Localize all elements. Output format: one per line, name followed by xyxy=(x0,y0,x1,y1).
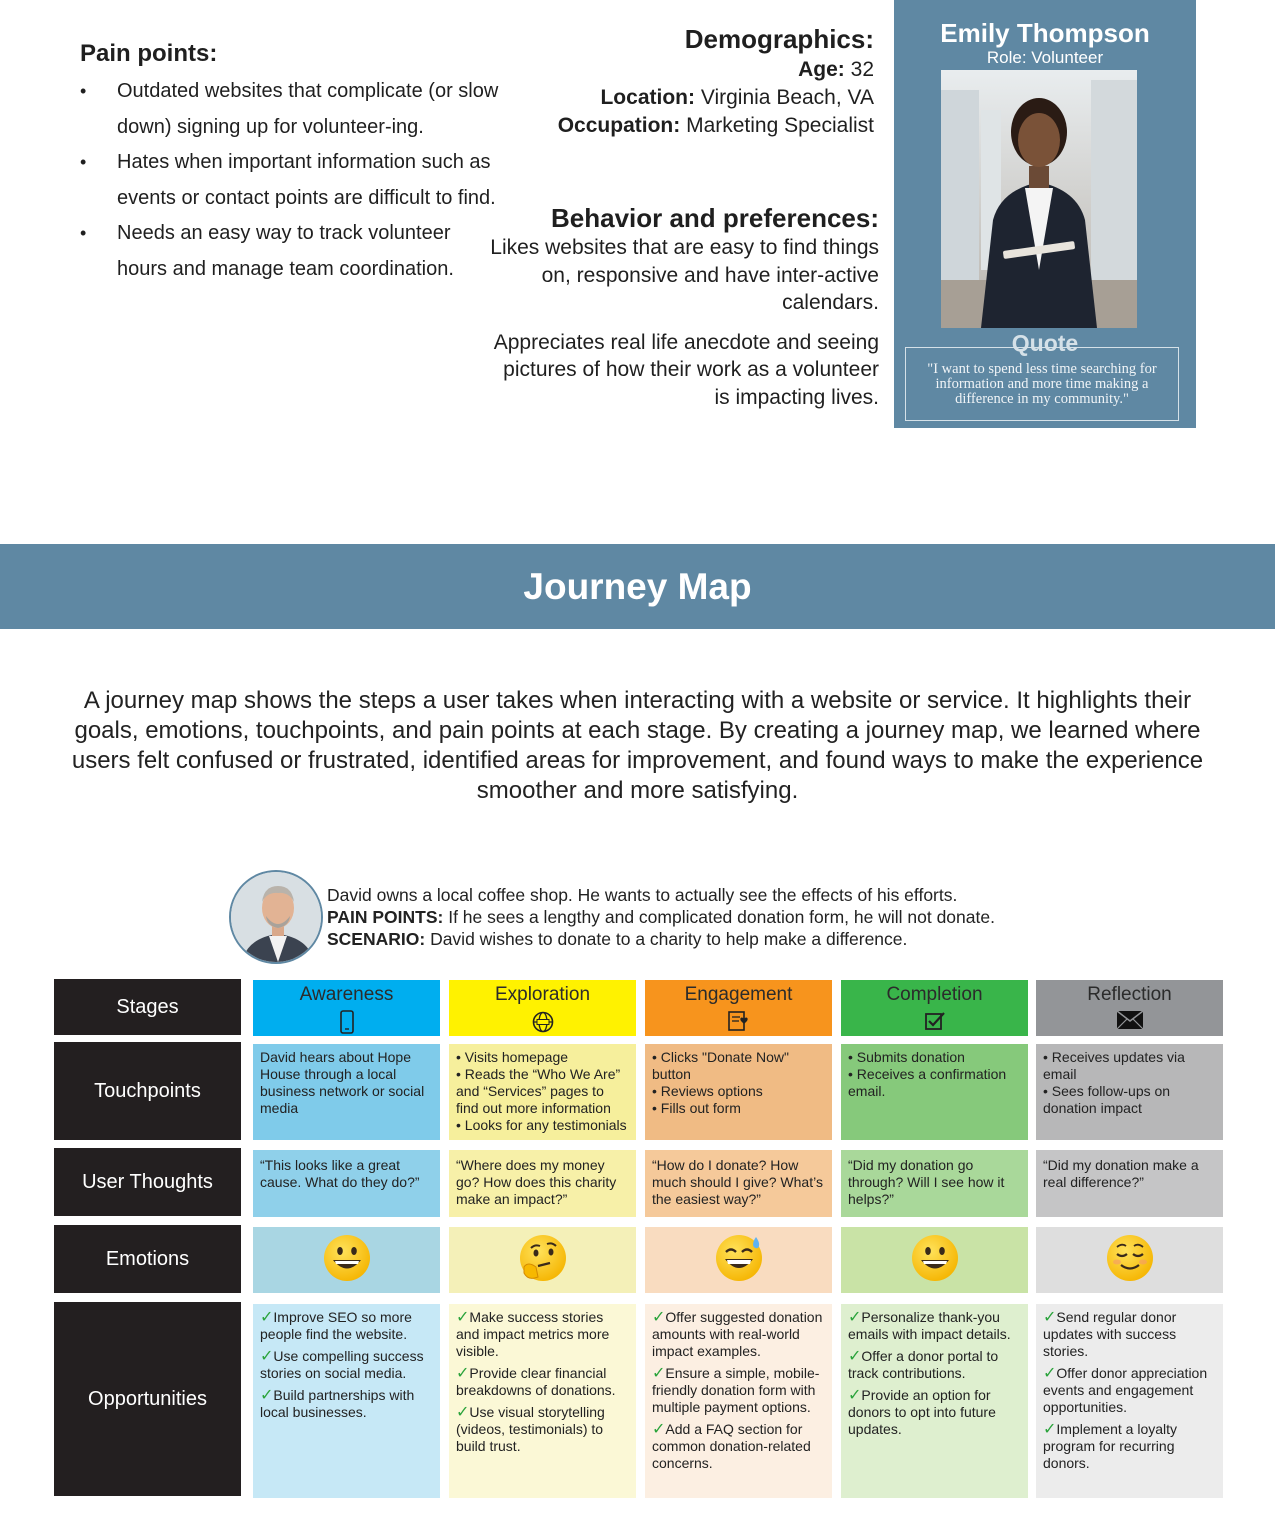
persona-card xyxy=(894,0,1196,428)
opportunity-text: Ensure a simple, mobile-friendly donation form with multiple payment options. xyxy=(652,1365,820,1415)
opportunity-item xyxy=(260,1309,433,1343)
user-thought-cell: “Did my donation go through? Will I see how it helps?” xyxy=(841,1150,1028,1217)
persona-role: Role: Volunteer xyxy=(986,48,1104,67)
checkmark-icon: ✓ xyxy=(848,1387,862,1404)
opportunity-item xyxy=(848,1309,1021,1343)
opportunity-text: Offer donor appreciation events and engagement opportunities. xyxy=(1043,1365,1208,1415)
pain-point-item: • Hates when important information such as events or contact points are difficult to find. xyxy=(80,145,500,216)
thinking-face-icon xyxy=(518,1233,568,1287)
scenario-text: David wishes to donate to a charity to help make a difference. xyxy=(425,929,908,949)
touchpoint-item: • Submits donation xyxy=(848,1049,965,1065)
form-heart-icon xyxy=(645,1010,832,1038)
opportunity-item xyxy=(652,1421,825,1472)
envelope-icon xyxy=(1036,1010,1223,1036)
opportunity-item xyxy=(848,1348,1021,1382)
grinning-face-icon xyxy=(322,1233,372,1287)
checkmark-icon: ✓ xyxy=(260,1387,274,1404)
checkmark-icon: ✓ xyxy=(848,1348,862,1365)
stage-header-exploration xyxy=(449,980,636,1036)
behavior-heading: Behavior and preferences: xyxy=(550,203,879,233)
persona-name: Emily Thompson xyxy=(940,18,1150,48)
persona-pain-line xyxy=(327,906,995,928)
opportunity-item xyxy=(652,1365,825,1416)
opportunity-text: Improve SEO so more people find the website. xyxy=(260,1309,412,1342)
stage-label: Exploration xyxy=(494,984,591,1005)
age-line xyxy=(454,56,874,84)
opportunity-text: Make success stories and impact metrics more visible. xyxy=(456,1309,610,1359)
location-label: Location: xyxy=(600,86,695,109)
checkmark-icon: ✓ xyxy=(456,1309,470,1326)
row-header-opportunities: Opportunities xyxy=(54,1302,241,1496)
opportunity-item xyxy=(1043,1421,1216,1472)
touchpoint-item: • Sees follow-ups on donation impact xyxy=(1043,1083,1171,1116)
opportunity-text: Add a FAQ section for common donation-related concerns. xyxy=(652,1421,811,1471)
checkmark-icon: ✓ xyxy=(260,1309,274,1326)
stage-label: Engagement xyxy=(684,984,793,1005)
touchpoint-item: • Looks for any testimonials xyxy=(456,1117,627,1133)
opportunities-list xyxy=(848,1309,1021,1438)
touchpoints-cell xyxy=(841,1044,1028,1140)
emotion-cell xyxy=(253,1227,440,1293)
journey-persona xyxy=(327,884,995,950)
opportunities-cell xyxy=(449,1304,636,1498)
opportunities-cell xyxy=(841,1304,1028,1498)
opportunity-item xyxy=(260,1387,433,1421)
stage-header-reflection xyxy=(1036,980,1223,1036)
opportunity-item xyxy=(652,1309,825,1360)
opportunity-item xyxy=(456,1404,629,1455)
touchpoint-item: • Fills out form xyxy=(652,1100,741,1116)
journey-intro: A journey map shows the steps a user takes when interacting with a website or service. It highlights their goals, emotions, touchpoints, and pain points at each stage. By creating a journey map, we learned where users felt confused or frustrated, identified areas for improvement, and found ways to make the experience smoother and more satisfying. xyxy=(71,687,1204,804)
emotion-cell xyxy=(841,1227,1028,1293)
touchpoint-item: • Receives updates via email xyxy=(1043,1049,1185,1082)
touchpoints-cell xyxy=(253,1044,440,1140)
pain-points-list xyxy=(80,74,500,287)
behavior-paragraph: Likes websites that are easy to find things on, responsive and have inter-active calendars. xyxy=(490,236,879,314)
opportunity-text: Use visual storytelling (videos, testimonials) to build trust. xyxy=(456,1404,605,1454)
checkmark-icon: ✓ xyxy=(456,1404,470,1421)
opportunity-item xyxy=(260,1348,433,1382)
checkmark-icon: ✓ xyxy=(652,1421,666,1438)
user-thought-cell: “Where does my money go? How does this charity make an impact?” xyxy=(449,1150,636,1217)
opportunities-list xyxy=(456,1309,629,1455)
row-header-emotions: Emotions xyxy=(54,1225,241,1293)
occupation-value: Marketing Specialist xyxy=(686,114,874,137)
touchpoints-list xyxy=(848,1049,1021,1100)
stage-header-engagement xyxy=(645,980,832,1036)
checkmark-icon: ✓ xyxy=(456,1365,470,1382)
location-value: Virginia Beach, VA xyxy=(700,86,874,109)
opportunity-item xyxy=(1043,1365,1216,1416)
touchpoint-item: • Receives a confirmation email. xyxy=(848,1066,1007,1099)
demographics-section xyxy=(454,22,874,140)
location-line xyxy=(454,84,874,112)
row-header-user-thoughts: User Thoughts xyxy=(54,1148,241,1216)
touchpoints-list xyxy=(1043,1049,1216,1117)
pain-point-item: • Needs an easy way to track volunteer hours and manage team coordination. xyxy=(80,216,500,287)
emotion-cell xyxy=(645,1227,832,1293)
row-header-stages: Stages xyxy=(54,979,241,1035)
touchpoint-item: • Clicks "Donate Now" button xyxy=(652,1049,789,1082)
journey-map-banner: Journey Map xyxy=(0,544,1275,629)
opportunity-text: Build partnerships with local businesses. xyxy=(260,1387,415,1420)
touchpoints-list xyxy=(456,1049,629,1134)
pain-points-heading: Pain points: xyxy=(80,40,218,67)
checkbox-icon xyxy=(841,1010,1028,1038)
checkmark-icon: ✓ xyxy=(1043,1309,1057,1326)
touchpoints-cell xyxy=(449,1044,636,1140)
grinning-sweat-face-icon xyxy=(714,1233,764,1287)
stage-header-awareness xyxy=(253,980,440,1036)
quote-heading: Quote xyxy=(1011,330,1079,356)
row-header-touchpoints: Touchpoints xyxy=(54,1042,241,1140)
opportunity-text: Offer suggested donation amounts with real-world impact examples. xyxy=(652,1309,823,1359)
touchpoints-cell xyxy=(645,1044,832,1140)
globe-icon xyxy=(449,1010,636,1040)
opportunities-cell xyxy=(1036,1304,1223,1498)
pain-point-item: • Outdated websites that complicate (or slow down) signing up for volunteer-ing. xyxy=(80,74,500,145)
age-label: Age: xyxy=(798,58,845,81)
scenario-label: SCENARIO: xyxy=(327,929,426,949)
opportunities-list xyxy=(652,1309,825,1472)
behavior-paragraph: Appreciates real life anecdote and seeing pictures of how their work as a volunteer is impacting lives. xyxy=(493,330,879,409)
grinning-face-icon xyxy=(910,1233,960,1287)
opportunity-text: Send regular donor updates with success stories. xyxy=(1043,1309,1177,1359)
user-thought-cell: “How do I donate? How much should I give? What’s the easiest way?” xyxy=(645,1150,832,1217)
age-value: 32 xyxy=(850,58,874,81)
pain-points-label: PAIN POINTS: xyxy=(327,907,444,927)
behavior-section xyxy=(489,202,879,411)
touchpoint-item: • Reads the “Who We Are” and “Services” pages to find out more information xyxy=(456,1066,621,1116)
opportunity-item xyxy=(1043,1309,1216,1360)
user-thought-cell: “This looks like a great cause. What do they do?” xyxy=(253,1150,440,1217)
pain-points-text: If he sees a lengthy and complicated donation form, he will not donate. xyxy=(443,907,995,927)
persona-photo xyxy=(941,70,1137,328)
occupation-label: Occupation: xyxy=(557,114,681,137)
phone-icon xyxy=(253,1010,440,1040)
emotion-cell xyxy=(449,1227,636,1293)
touchpoints-list xyxy=(652,1049,825,1117)
opportunity-item xyxy=(848,1387,1021,1438)
emotion-cell xyxy=(1036,1227,1223,1293)
opportunity-text: Provide clear financial breakdowns of donations. xyxy=(456,1365,616,1398)
touchpoints-list xyxy=(260,1049,433,1117)
checkmark-icon: ✓ xyxy=(652,1309,666,1326)
occupation-line xyxy=(454,112,874,140)
opportunity-text: Personalize thank-you emails with impact details. xyxy=(848,1309,1011,1342)
stage-header-completion xyxy=(841,980,1028,1036)
relieved-face-icon xyxy=(1105,1233,1155,1287)
touchpoint-item: David hears about Hope House through a local business network or social media xyxy=(260,1049,425,1116)
checkmark-icon: ✓ xyxy=(1043,1365,1057,1382)
touchpoint-item: • Reviews options xyxy=(652,1083,763,1099)
user-thought-cell: “Did my donation make a real difference?” xyxy=(1036,1150,1223,1217)
touchpoints-cell xyxy=(1036,1044,1223,1140)
persona-description: David owns a local coffee shop. He wants to actually see the effects of his efforts. xyxy=(327,885,958,905)
checkmark-icon: ✓ xyxy=(1043,1421,1057,1438)
opportunity-text: Implement a loyalty program for recurring donors. xyxy=(1043,1421,1178,1471)
stage-label: Reflection xyxy=(1087,984,1172,1005)
checkmark-icon: ✓ xyxy=(848,1309,862,1326)
opportunity-item xyxy=(456,1365,629,1399)
touchpoint-item: • Visits homepage xyxy=(456,1049,569,1065)
opportunities-list xyxy=(260,1309,433,1421)
persona-scenario-line xyxy=(327,928,995,950)
pain-points-section xyxy=(80,40,500,287)
opportunities-cell xyxy=(645,1304,832,1498)
opportunity-item xyxy=(456,1309,629,1360)
opportunity-text: Offer a donor portal to track contributions. xyxy=(848,1348,999,1381)
opportunities-cell xyxy=(253,1304,440,1498)
stage-label: Awareness xyxy=(299,984,394,1005)
stage-label: Completion xyxy=(886,984,983,1005)
demographics-heading: Demographics: xyxy=(684,24,874,54)
checkmark-icon: ✓ xyxy=(652,1365,666,1382)
opportunity-text: Provide an option for donors to opt into future updates. xyxy=(848,1387,996,1437)
checkmark-icon: ✓ xyxy=(260,1348,274,1365)
opportunity-text: Use compelling success stories on social media. xyxy=(260,1348,424,1381)
opportunities-list xyxy=(1043,1309,1216,1472)
quote-text: "I want to spend less time searching for information and more time making a difference in my community." xyxy=(905,347,1179,421)
avatar xyxy=(229,870,323,964)
